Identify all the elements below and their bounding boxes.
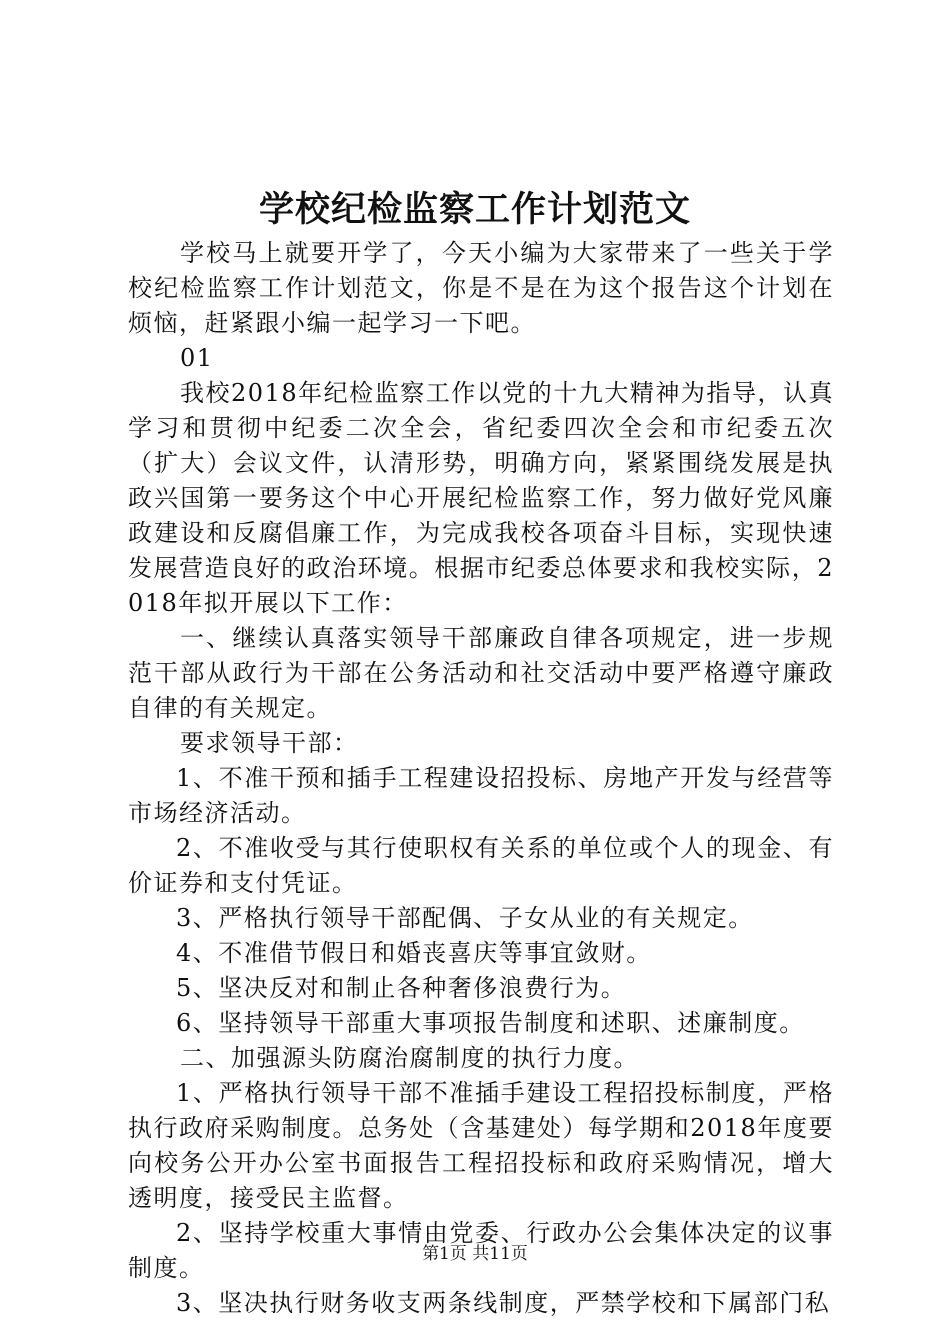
intro-paragraph: 学校马上就要开学了，今天小编为大家带来了一些关于学校纪检监察工作计划范文，你是不是在为这个报告这个计划在烦恼，赶紧跟小编一起学习一下吧。 (128, 239, 834, 337)
list-item: 1、严格执行领导干部不准插手建设工程招投标制度，严格执行政府采购制度。总务处（含基建处）每学期和2018年度要向校务公开办公室书面报告工程招投标和政府采购情况，增大透明度，接受民主监督。 (128, 1079, 834, 1212)
requirements-label: 要求领导干部： (180, 729, 359, 757)
document-title: 学校纪检监察工作计划范文 (258, 189, 691, 230)
list-item: 5、坚决反对和制止各种奢侈浪费行为。 (176, 974, 627, 1002)
list-item: 2、坚持学校重大事情由党委、行政办公会集体决定的议事制度。 (128, 1219, 834, 1282)
list-item: 3、严格执行领导干部配偶、子女从业的有关规定。 (176, 904, 754, 932)
section-two-heading: 二、加强源头防腐治腐制度的执行力度。 (180, 1044, 639, 1072)
overview-paragraph: 我校2018年纪检监察工作以党的十九大精神为指导，认真学习和贯彻中纪委二次全会，省纪委四次全会和市纪委五次（扩大）会议文件，认清形势，明确方向，紧紧围绕发展是执政兴国第一要务这个中心开展纪检监察工作，努力做好党风廉政建设和反腐倡廉工作，为完成我校各项奋斗目标，实现快速发展营造良好的政治环境。根据市纪委总体要求和我校实际，2018年拟开展以下工作： (128, 379, 834, 617)
document-body (128, 236, 834, 1321)
list-item: 2、不准收受与其行使职权有关系的单位或个人的现金、有价证券和支付凭证。 (128, 834, 834, 897)
list-item: 6、坚持领导干部重大事项报告制度和述职、述廉制度。 (176, 1009, 805, 1037)
page-footer: 第1页 共11页 (422, 1244, 528, 1264)
list-item: 1、不准干预和插手工程建设招投标、房地产开发与经营等市场经济活动。 (128, 764, 834, 827)
section-number: 01 (180, 344, 214, 372)
section-one-heading: 一、继续认真落实领导干部廉政自律各项规定，进一步规范干部从政行为干部在公务活动和社交活动中要严格遵守廉政自律的有关规定。 (128, 624, 834, 722)
list-item: 4、不准借节假日和婚丧喜庆等事宜敛财。 (176, 939, 652, 967)
list-item: 3、坚决执行财务收支两条线制度，严禁学校和下属部门私 (176, 1289, 831, 1317)
